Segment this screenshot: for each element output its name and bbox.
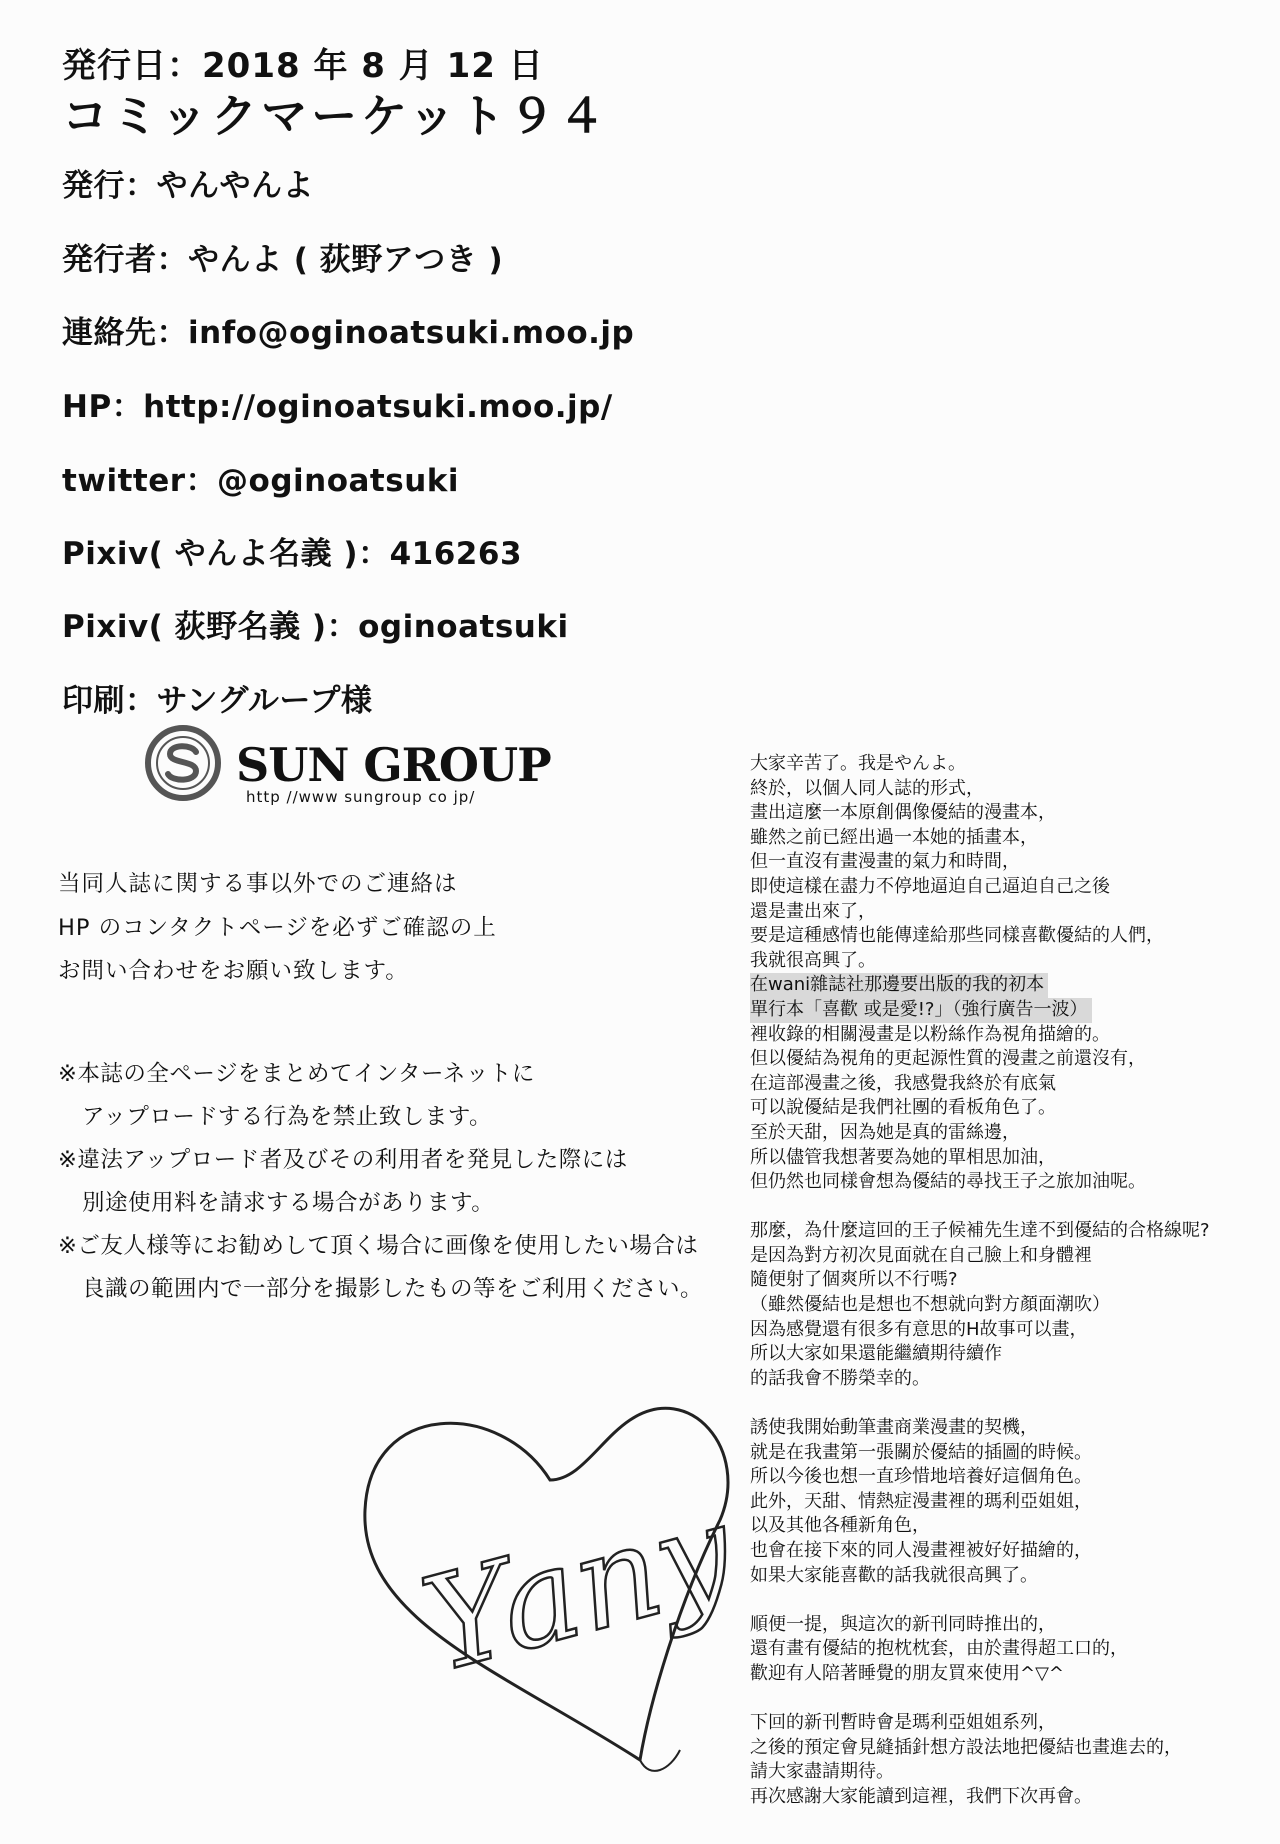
paragraph-gap (750, 1391, 1270, 1416)
message-line: 至於天甜，因為她是真的雷絲邊， (750, 1121, 1020, 1143)
note-line-text: 良識の範囲内で一部分を撮影したもの等をご利用ください。 (82, 1276, 704, 1302)
note-line (58, 1185, 494, 1217)
message-line: 我就很高興了。 (750, 949, 876, 971)
message-line: 大家辛苦了。我是やんよ。 (750, 753, 966, 774)
logo-url: http //www sungroup co jp/ (246, 788, 476, 806)
contact-email: 連絡先：info@oginoatsuki.moo.jp (62, 315, 635, 351)
event-name: コミックマーケット９４ (62, 89, 609, 143)
note-line-text: 別途使用料を請求する場合があります。 (82, 1190, 495, 1216)
message-line (750, 998, 1270, 1023)
message-line: （雖然優結也是想也不想就向對方顏面潮吹） (750, 1294, 1110, 1316)
pixiv-ogino: Pixiv( 荻野名義 )：oginoatsuki (62, 609, 569, 645)
homepage-url: HP：http://oginoatsuki.moo.jp/ (62, 389, 613, 425)
twitter-handle: twitter：@oginoatsuki (62, 463, 460, 499)
message-line: 所以儘管我想著要為她的單相思加油， (750, 1146, 1056, 1168)
translator-message (750, 752, 1270, 1810)
publisher: 発行：やんやんよ (62, 168, 314, 204)
message-line: 但以優結為視角的更起源性質的漫畫之前還沒有， (750, 1048, 1146, 1070)
notice-line: 当同人誌に関する事以外でのご連絡は (58, 871, 458, 897)
message-line: 以及其他各種新角色， (750, 1515, 930, 1537)
signature-text: Yany (408, 1474, 748, 1702)
highlighted-line: 在wani雜誌社那邊要出版的我的初本 (750, 973, 1048, 998)
heart-signature-icon (350, 1340, 750, 1780)
message-line: 裡收錄的相關漫畫是以粉絲作為視角描繪的。 (750, 1023, 1110, 1045)
message-line: 隨便射了個爽所以不行嗎? (750, 1269, 958, 1291)
note-line: ※ご友人様等にお勧めして頂く場合に画像を使用したい場合は (58, 1233, 699, 1259)
paragraph-gap (750, 1687, 1270, 1712)
note-line: ※違法アップロード者及びその利用者を発見した際には (58, 1147, 628, 1173)
message-line: 那麼，為什麼這回的王子候補先生達不到優結的合格線呢? (750, 1220, 1210, 1242)
message-line: 所以大家如果還能繼續期待續作 (750, 1343, 1002, 1365)
message-line: 雖然之前已經出過一本她的插畫本， (750, 826, 1038, 848)
notice-line: お問い合わせをお願い致します。 (58, 958, 409, 984)
message-line: 可以說優結是我們社團的看板角色了。 (750, 1097, 1056, 1119)
message-line: 畫出這麼一本原創偶像優結的漫畫本， (750, 802, 1056, 824)
pixiv-yanyo: Pixiv( やんよ名義 )：416263 (62, 536, 523, 572)
message-line: 下回的新刊暫時會是瑪利亞姐姐系列， (750, 1712, 1056, 1734)
note-line: ※本誌の全ページをまとめてインターネットに (58, 1061, 535, 1087)
message-line: 如果大家能喜歡的話我就很高興了。 (750, 1564, 1038, 1586)
message-line: 因為感覺還有很多有意思的H故事可以畫， (750, 1318, 1088, 1340)
message-line: 請大家盡請期待。 (750, 1761, 894, 1783)
issue-date: 発行日：2018 年 8 月 12 日 (62, 46, 544, 86)
message-line: 但仍然也同樣會想為優結的尋找王子之旅加油呢。 (750, 1171, 1146, 1193)
message-line: 誘使我開始動筆畫商業漫畫的契機， (750, 1417, 1038, 1439)
message-line: 但一直沒有畫漫畫的氣力和時間， (750, 851, 1020, 873)
message-line: 要是這種感情也能傳達給那些同樣喜歡優結的人們， (750, 925, 1164, 947)
author: 発行者：やんよ ( 荻野アつき ) (62, 242, 504, 278)
message-line: 就是在我畫第一張關於優結的插圖的時候。 (750, 1441, 1092, 1463)
message-line: 即使這樣在盡力不停地逼迫自己逼迫自己之後 (750, 875, 1110, 897)
logo-wordmark: SUN GROUP (236, 738, 551, 792)
message-line: 還是畫出來了， (750, 900, 876, 922)
message-line (750, 973, 1270, 998)
message-line: 也會在接下來的同人漫畫裡被好好描繪的， (750, 1540, 1092, 1561)
message-line: 的話我會不勝榮幸的。 (750, 1367, 930, 1389)
message-line: 終於，以個人同人誌的形式， (750, 777, 984, 799)
note-line (58, 1099, 492, 1131)
message-line: 之後的預定會見縫插針想方設法地把優結也畫進去的， (750, 1736, 1182, 1758)
notice-line: HP のコンタクトページを必ずご確認の上 (58, 915, 497, 941)
highlighted-line: 單行本「喜歡 或是愛!?」（強行廣告一波） (750, 998, 1092, 1023)
printer: 印刷：サングループ様 (62, 683, 373, 719)
message-line: 所以今後也想一直珍惜地培養好這個角色。 (750, 1466, 1092, 1488)
sun-group-logo-icon (144, 724, 222, 802)
message-line: 還有畫有優結的抱枕枕套，由於畫得超工口的， (750, 1638, 1128, 1660)
message-line: 再次感謝大家能讀到這裡，我們下次再會。 (750, 1785, 1092, 1807)
message-line: 在這部漫畫之後，我感覺我終於有底氣 (750, 1072, 1056, 1094)
message-line: 是因為對方初次見面就在自己臉上和身體裡 (750, 1244, 1092, 1266)
message-line: 此外，天甜、情熱症漫畫裡的瑪利亞姐姐， (750, 1490, 1092, 1512)
message-line: 順便一提，與這次的新刊同時推出的， (750, 1613, 1056, 1635)
note-line (58, 1271, 703, 1303)
note-line-text: アップロードする行為を禁止致します。 (82, 1104, 492, 1130)
message-line: 歡迎有人陪著睡覺的朋友買來使用^▽^ (750, 1662, 1065, 1684)
paragraph-gap (750, 1588, 1270, 1613)
paragraph-gap (750, 1195, 1270, 1220)
